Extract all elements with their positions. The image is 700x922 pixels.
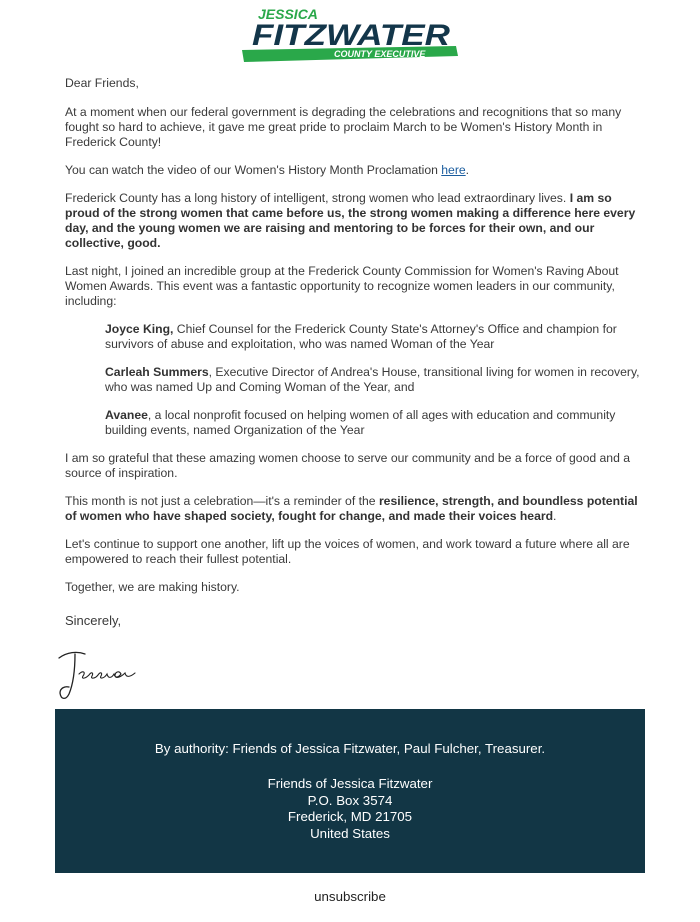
history-bold-text: I am so proud of the strong women that came before us, the strong women making a difference here every day, and the young women we are raising and mentoring to be forces for their own, and our collective, good.: [65, 191, 636, 250]
honoree-description: , Executive Director of Andrea's House, transitional living for women in recovery, who was named Up and Coming Woman of the Year, and: [105, 365, 640, 394]
logo-tagline: COUNTY EXECUTIVE: [334, 49, 426, 59]
logo-graphic: [238, 4, 462, 68]
address-line: Friends of Jessica Fitzwater: [267, 776, 433, 791]
paragraph-gratitude: I am so grateful that these amazing women choose to serve our community and be a force of good and a source of inspiration.: [65, 451, 631, 480]
honoree-name: Carleah Summers: [105, 365, 209, 379]
logo-last-name: FITZWATER: [252, 19, 451, 52]
mailing-address: [55, 776, 645, 842]
video-text: You can watch the video of our Women's History Month Proclamation: [65, 163, 442, 177]
honoree-description: Chief Counsel for the Frederick County State's Attorney's Office and champion for survivors of abuse and exploitation, who was named Woman of the Year: [105, 322, 617, 351]
letter-body: [65, 76, 643, 641]
signature: [55, 646, 145, 702]
proclamation-video-link[interactable]: here: [441, 163, 466, 177]
paragraph-history: [65, 191, 643, 251]
address-line: United States: [310, 825, 390, 841]
honoree-name: Avanee: [105, 408, 148, 422]
signature-graphic: [55, 646, 145, 702]
honoree-item: [105, 365, 643, 395]
address-line: P.O. Box 3574: [307, 792, 393, 808]
celebration-bold-text: resilience, strength, and boundless potential of women who have shaped society, fought for change, and made their voices heard: [65, 494, 638, 523]
address-line: Frederick, MD 21705: [287, 809, 413, 824]
footer-disclaimer: [55, 709, 645, 873]
paragraph-video: [65, 163, 643, 178]
celebration-text-end: .: [553, 509, 557, 523]
unsubscribe-link[interactable]: unsubscribe: [314, 889, 386, 904]
closing: Sincerely,: [65, 613, 122, 628]
authority-line: By authority: Friends of Jessica Fitzwater, Paul Fulcher, Treasurer.: [154, 741, 546, 756]
logo-first-name: JESSICA: [258, 6, 318, 22]
paragraph-awards: Last night, I joined an incredible group at the Frederick County Commission for Women's Raving About Women Awards. This event was a fantastic opportunity to recognize women leaders in our community, including:: [65, 264, 619, 308]
honoree-item: [105, 408, 643, 438]
video-text-end: .: [465, 163, 470, 177]
paragraph-together: Together, we are making history.: [65, 580, 240, 594]
honoree-item: [105, 322, 643, 352]
history-text: Frederick County has a long history of intelligent, strong women who lead extraordinary lives.: [65, 191, 570, 205]
greeting: Dear Friends,: [65, 76, 139, 90]
campaign-logo: [238, 4, 462, 68]
honoree-name: Joyce King,: [105, 322, 174, 336]
paragraph-intro: At a moment when our federal government is degrading the celebrations and recognitions that so many fought so hard to achieve, it gave me great pride to proclaim March to be Women's History Month in Frederick County!: [65, 105, 622, 149]
celebration-text: This month is not just a celebration—it's a reminder of the: [65, 494, 379, 508]
honoree-description: , a local nonprofit focused on helping women of all ages with education and community building events, named Organization of the Year: [105, 408, 616, 437]
paragraph-support: Let's continue to support one another, lift up the voices of women, and work toward a future where all are empowered to reach their fullest potential.: [65, 537, 630, 566]
paragraph-celebration: [65, 494, 643, 524]
